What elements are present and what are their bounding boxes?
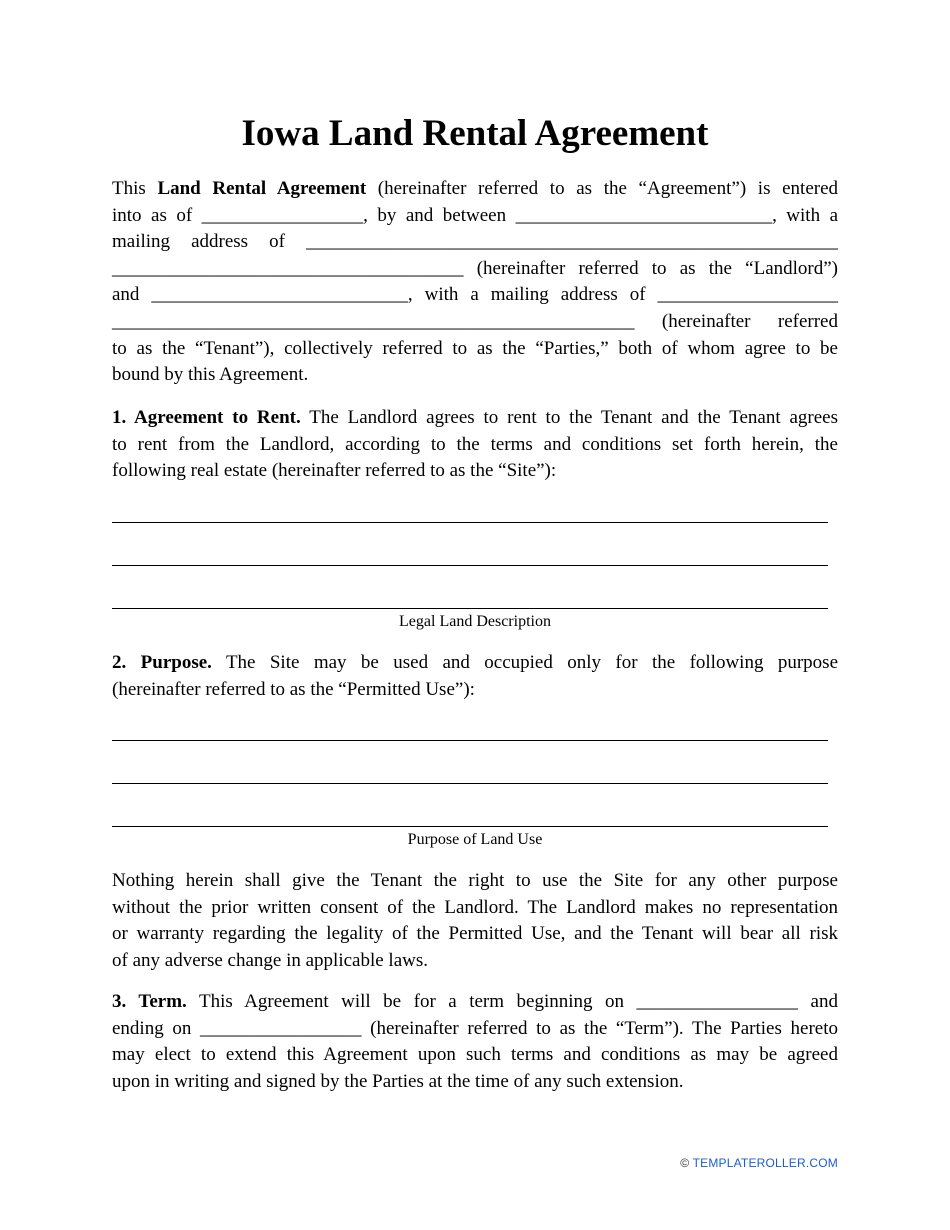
- land-description-blank-3[interactable]: [112, 608, 828, 609]
- intro-line-4: _____________________________________ (hereinafter referred to as the “Landlord”): [112, 257, 838, 279]
- copyright-symbol: ©: [680, 1156, 690, 1170]
- page-title: Iowa Land Rental Agreement: [241, 113, 709, 154]
- section-3-line-1: 3. Term. This Agreement will be for a term beginning on _________________ and: [112, 991, 838, 1012]
- section-1-heading: 1. Agreement to Rent.: [112, 407, 301, 428]
- limitation-line-2: without the prior written consent of the Landlord. The Landlord makes no representation: [112, 896, 838, 918]
- section-1-paragraph: [112, 405, 838, 485]
- intro-line-1: This Land Rental Agreement (hereinafter referred to as the “Agreement”) is entered: [112, 178, 839, 199]
- land-description-blank-1[interactable]: [112, 522, 828, 523]
- purpose-blank-2[interactable]: [112, 783, 828, 784]
- intro-line-5: and ___________________________, with a mailing address of ___________________: [112, 284, 838, 306]
- section-1-line-3: following real estate (hereinafter referred to as the “Site”):: [112, 460, 557, 482]
- intro-line-6: _______________________________________________________ (hereinafter referred: [112, 310, 838, 332]
- section-3-paragraph: [112, 989, 838, 1095]
- section-1-line-1: 1. Agreement to Rent. The Landlord agrees to rent to the Tenant and the Tenant agrees: [112, 407, 838, 428]
- limitation-paragraph: [112, 868, 838, 974]
- limitation-line-3: or warranty regarding the legality of the Permitted Use, and the Tenant will bear all risk: [112, 923, 838, 945]
- templateroller-link[interactable]: TEMPLATEROLLER.COM: [692, 1156, 838, 1170]
- section-2-line-1: 2. Purpose. The Site may be used and occupied only for the following purpose: [112, 652, 838, 673]
- intro-line-2: into as of _________________, by and between ___________________________, with a: [112, 204, 838, 226]
- land-description-blank-2[interactable]: [112, 565, 828, 566]
- section-2-paragraph: [112, 650, 838, 703]
- section-1-line-2: to rent from the Landlord, according to the terms and conditions set forth herein, the: [112, 433, 838, 455]
- limitation-line-1: Nothing herein shall give the Tenant the right to use the Site for any other purpose: [112, 870, 838, 891]
- section-3-line-4: upon in writing and signed by the Parties at the time of any such extension.: [112, 1070, 684, 1092]
- intro-line-7: to as the “Tenant”), collectively referred to as the “Parties,” both of whom agree to be: [112, 337, 838, 359]
- intro-line-8: bound by this Agreement.: [112, 364, 309, 386]
- agreement-name: Land Rental Agreement: [157, 178, 367, 199]
- intro-paragraph: [112, 176, 838, 389]
- limitation-line-4: of any adverse change in applicable laws.: [112, 949, 429, 971]
- purpose-blank-3[interactable]: [112, 826, 828, 827]
- intro-line-3: mailing address of ________________________________________________________: [112, 231, 838, 253]
- section-3-line-3: may elect to extend this Agreement upon such terms and conditions as may be agreed: [112, 1044, 838, 1066]
- land-description-caption: Legal Land Description: [399, 613, 551, 630]
- purpose-blank-1[interactable]: [112, 740, 828, 741]
- section-3-heading: 3. Term.: [112, 991, 187, 1012]
- footer-link[interactable]: [680, 1156, 838, 1170]
- purpose-caption: Purpose of Land Use: [407, 831, 543, 848]
- section-2-line-2: (hereinafter referred to as the “Permitted Use”):: [112, 678, 475, 700]
- section-3-line-2: ending on _________________ (hereinafter referred to as the “Term”). The Parties hereto: [112, 1017, 838, 1039]
- section-2-heading: 2. Purpose.: [112, 652, 212, 673]
